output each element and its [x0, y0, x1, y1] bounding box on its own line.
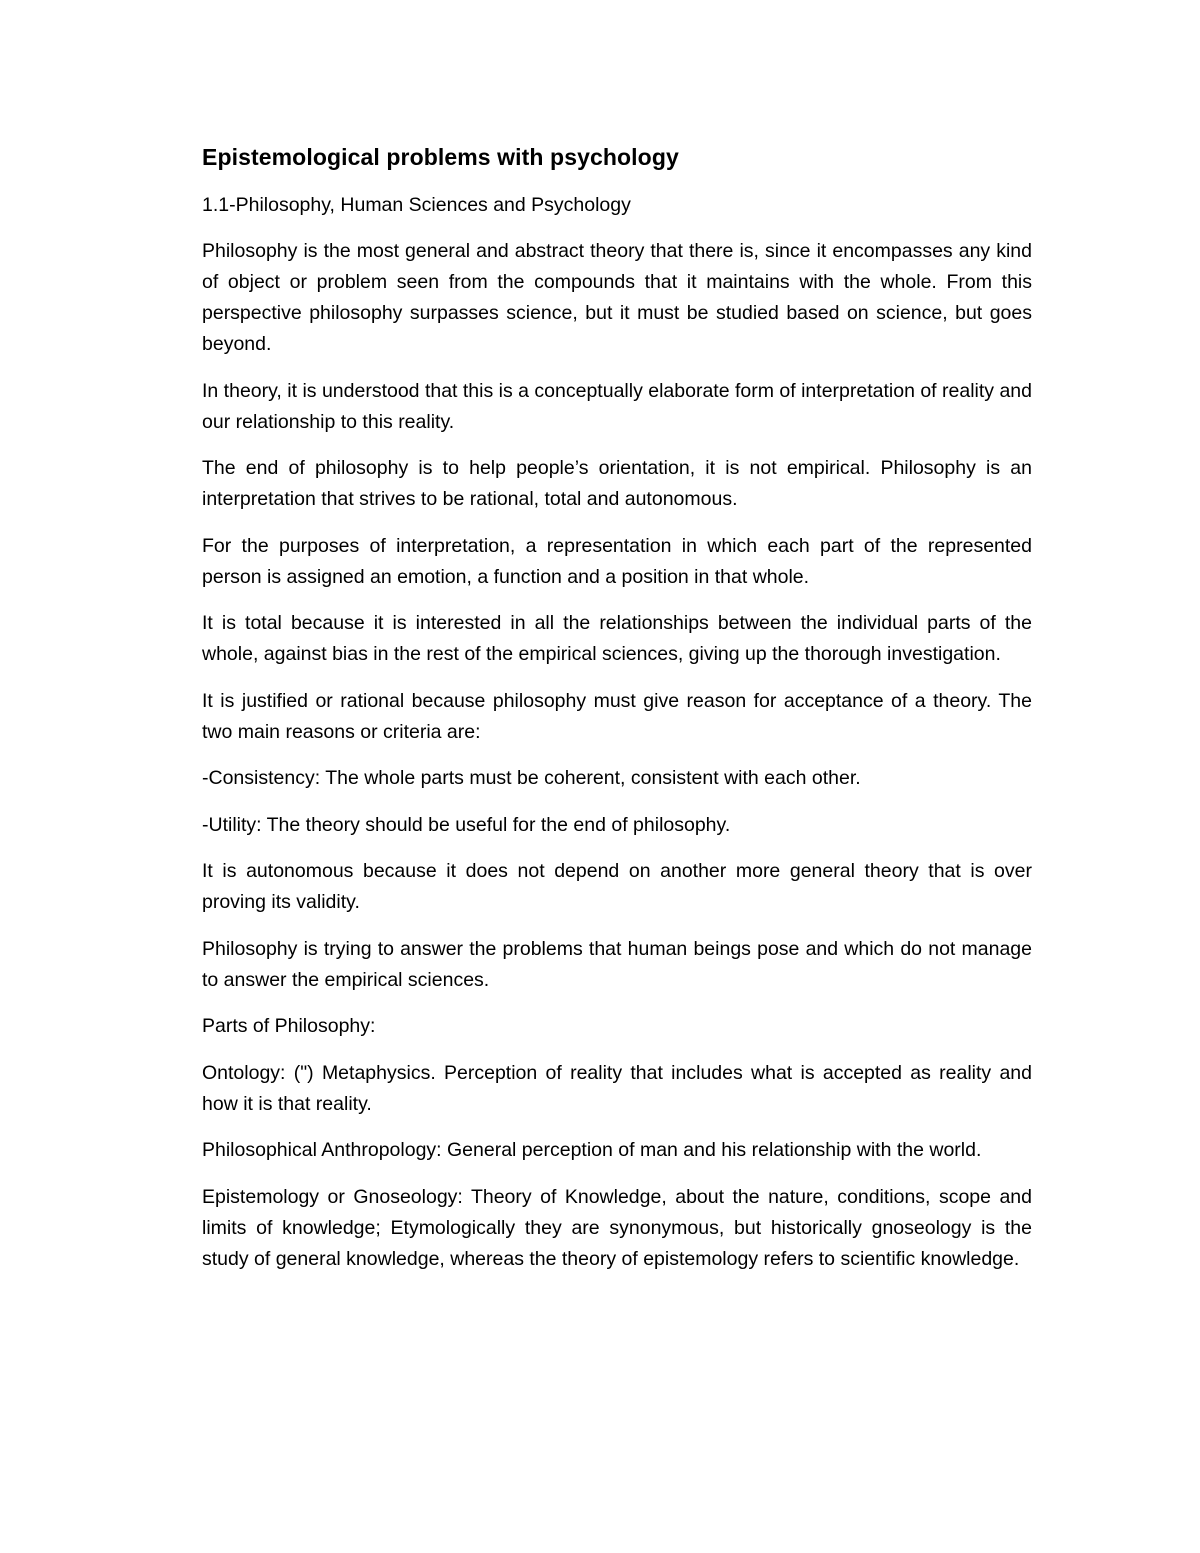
paragraph: Philosophy is trying to answer the problems that human beings pose and which do not manage to answer the empirical sciences. — [202, 937, 1032, 991]
paragraph: For the purposes of interpretation, a representation in which each part of the represented person is assigned an emotion, a function and a position in that whole. — [202, 534, 1032, 588]
document-body — [202, 142, 1032, 1290]
part-epistemology: Epistemology or Gnoseology: Theory of Knowledge, about the nature, conditions, scope and limits of knowledge; Etymologically they are synonymous, but historically gnoseology is the study of general knowledge, whereas the theory of epistemology refers to scientific knowledge. — [202, 1185, 1032, 1270]
part-philosophical-anthropology: Philosophical Anthropology: General perception of man and his relationship with the world. — [202, 1139, 982, 1161]
part-ontology: Ontology: (") Metaphysics. Perception of reality that includes what is accepted as reality and how it is that reality. — [202, 1061, 1032, 1115]
parts-of-philosophy-heading: Parts of Philosophy: — [202, 1015, 376, 1037]
paragraph: It is justified or rational because philosophy must give reason for acceptance of a theory. The two main reasons or criteria are: — [202, 689, 1032, 743]
criterion-consistency: -Consistency: The whole parts must be coherent, consistent with each other. — [202, 767, 861, 789]
document-title: Epistemological problems with psychology — [202, 144, 679, 170]
paragraph: In theory, it is understood that this is a conceptually elaborate form of interpretation of reality and our relationship to this reality. — [202, 379, 1032, 433]
section-heading: 1.1-Philosophy, Human Sciences and Psychology — [202, 194, 631, 216]
paragraph: Philosophy is the most general and abstract theory that there is, since it encompasses any kind of object or problem seen from the compounds that it maintains with the whole. From this perspective philosophy surpasses science, but it must be studied based on science, but goes beyond. — [202, 240, 1032, 355]
paragraph: It is total because it is interested in all the relationships between the individual parts of the whole, against bias in the rest of the empirical sciences, giving up the thorough investigation. — [202, 612, 1032, 665]
paragraph: The end of philosophy is to help people’s orientation, it is not empirical. Philosophy is an interpretation that strives to be rational, total and autonomous. — [202, 457, 1032, 510]
paragraph: It is autonomous because it does not depend on another more general theory that is over proving its validity. — [202, 860, 1032, 913]
criterion-utility: -Utility: The theory should be useful for the end of philosophy. — [202, 813, 731, 836]
